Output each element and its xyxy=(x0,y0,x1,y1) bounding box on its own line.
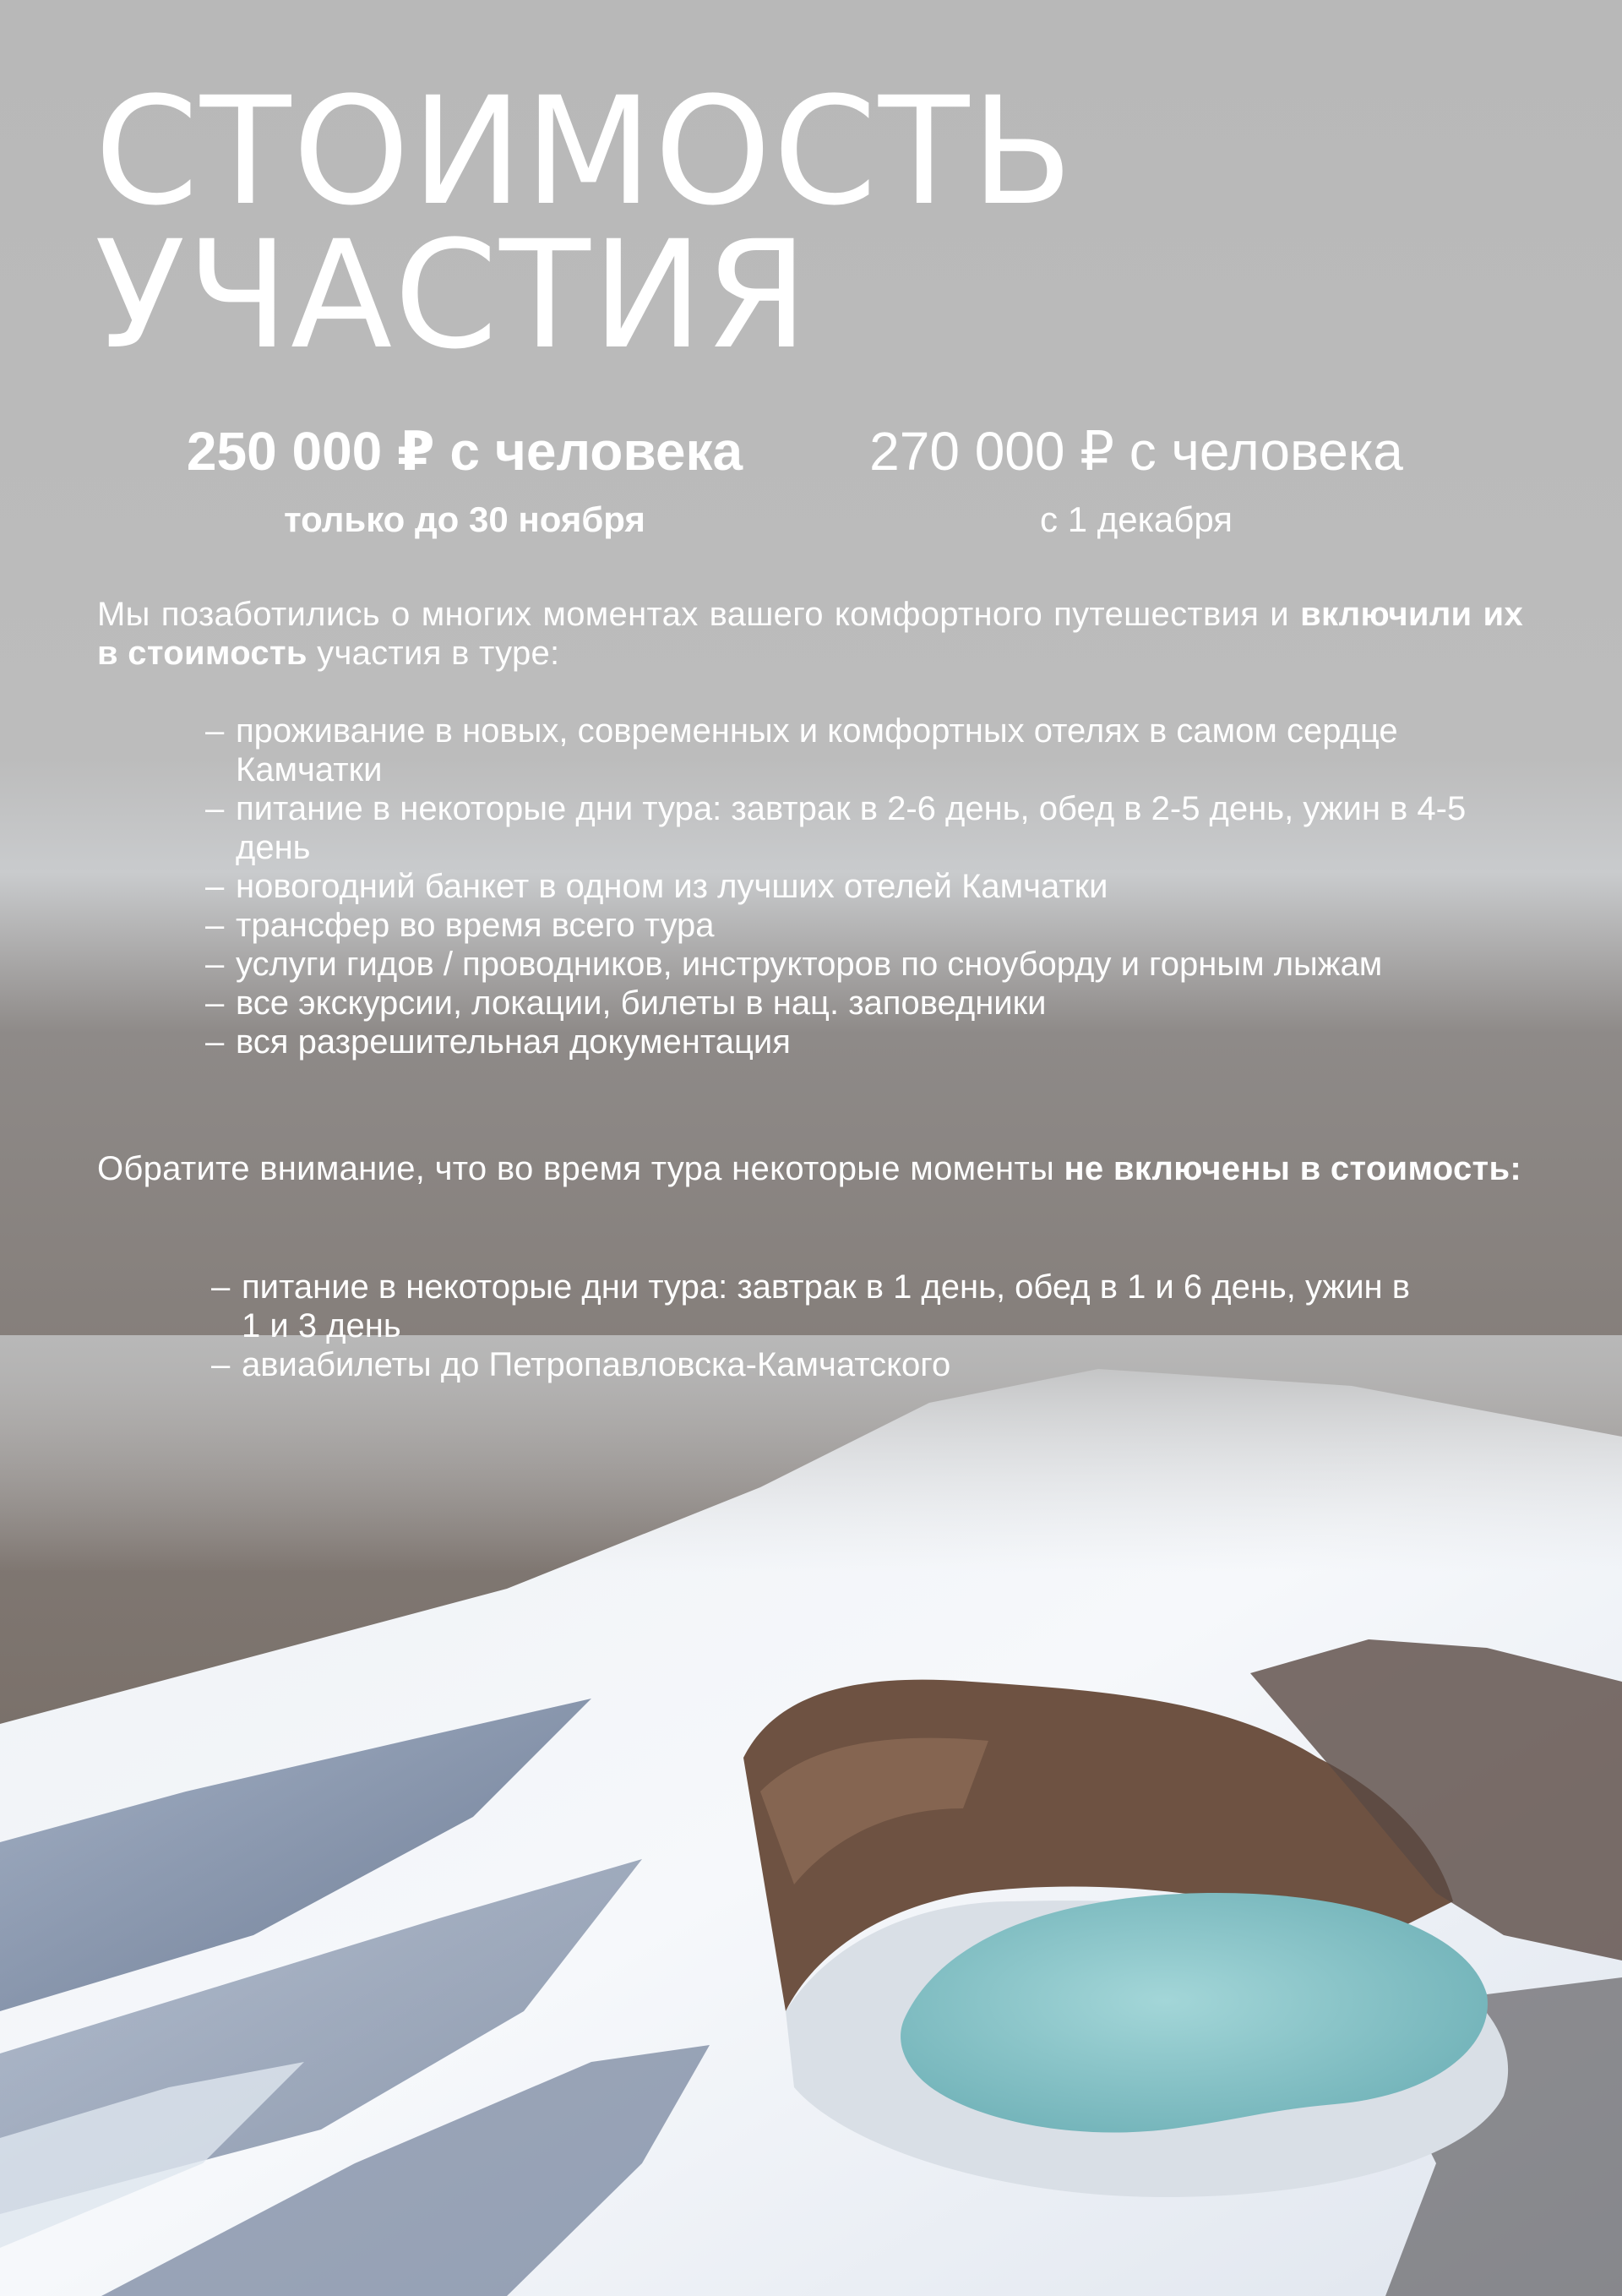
list-item: – все экскурсии, локации, билеты в нац. заповедники xyxy=(205,984,1532,1023)
list-item: – проживание в новых, современных и комфортных отелях в самом сердце Камчатки xyxy=(205,712,1532,789)
list-item: – питание в некоторые дни тура: завтрак в 1 день, обед в 1 и 6 день, ужин в 1 и 3 день xyxy=(211,1268,1436,1345)
excluded-intro xyxy=(97,1149,1523,1188)
price-regular xyxy=(815,416,1457,543)
excluded-intro-bold: не включены в стоимость: xyxy=(1064,1150,1521,1187)
excluded-list xyxy=(211,1268,1436,1384)
list-item: – услуги гидов / проводников, инструкторов по сноуборду и горным лыжам xyxy=(205,945,1532,984)
included-list xyxy=(205,712,1532,1061)
price-early-amount: 250 000 ₽ с человека xyxy=(186,421,743,482)
page-title xyxy=(95,65,1075,382)
price-early-condition: только до 30 ноября xyxy=(284,499,645,539)
list-item: – авиабилеты до Петропавловска-Камчатского xyxy=(211,1345,1436,1384)
included-intro-start: Мы позаботились о многих моментах вашего комфортного путешествия и xyxy=(97,596,1301,633)
list-item: – новогодний банкет в одном из лучших отелей Камчатки xyxy=(205,867,1532,906)
list-item: – вся разрешительная документация xyxy=(205,1023,1532,1061)
price-regular-amount: 270 000 ₽ с человека xyxy=(869,421,1403,482)
excluded-intro-start: Обратите внимание, что во время тура некоторые моменты xyxy=(97,1150,1064,1187)
title-line-1: СТОИМОСТЬ xyxy=(95,65,1075,238)
list-item: – трансфер во время всего тура xyxy=(205,906,1532,945)
included-intro-bold: включили их в стоимость xyxy=(97,596,1523,672)
included-intro-end: участия в туре: xyxy=(307,635,560,672)
price-regular-condition: с 1 декабря xyxy=(1040,499,1233,539)
included-intro xyxy=(97,595,1523,673)
price-early-bird xyxy=(169,416,760,543)
title-line-2: УЧАСТИЯ xyxy=(95,209,810,382)
list-item: – питание в некоторые дни тура: завтрак в 2-6 день, обед в 2-5 день, ужин в 4-5 день xyxy=(205,789,1532,867)
